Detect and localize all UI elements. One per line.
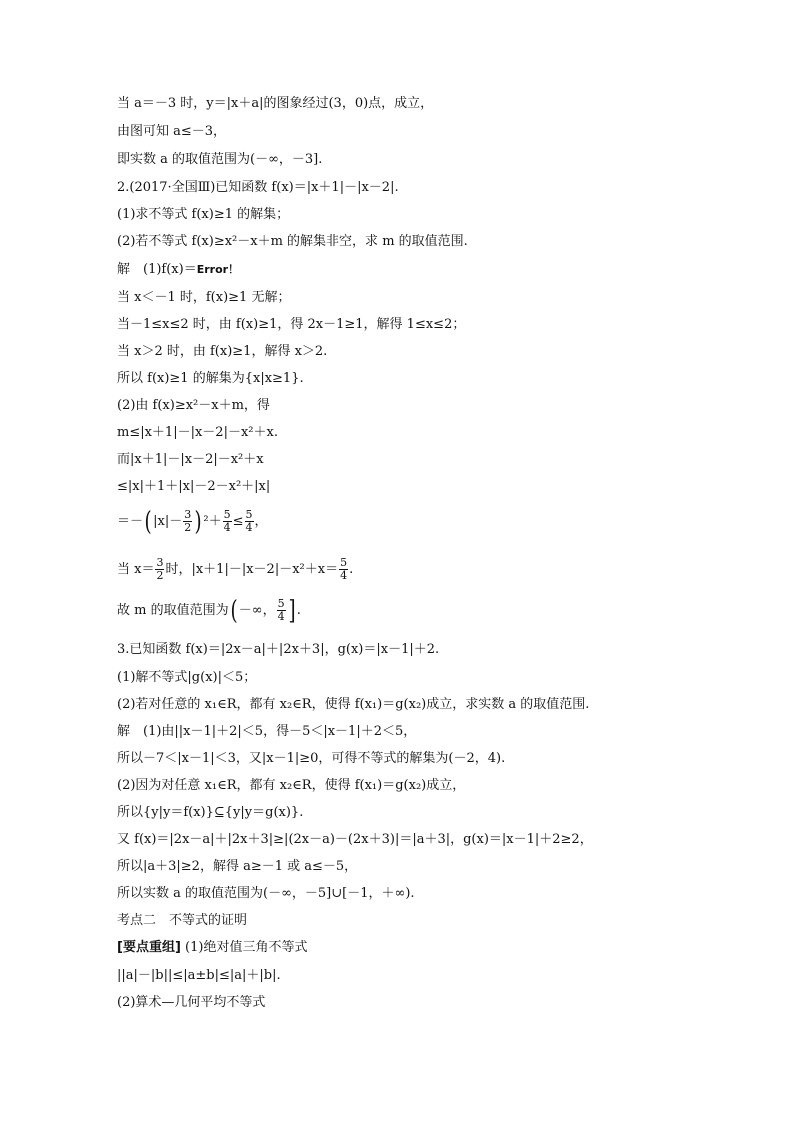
text-line: (2)由 f(x)≥x²－x＋m，得 bbox=[117, 398, 270, 413]
fraction-denominator: 2 bbox=[156, 569, 164, 582]
text-line: (2)若不等式 f(x)≥x²－x＋m 的解集非空，求 m 的取值范围. bbox=[117, 234, 468, 249]
formula-text: . bbox=[349, 562, 354, 577]
right-paren: ) bbox=[194, 506, 202, 537]
formula-line bbox=[117, 508, 268, 536]
formula-text: 时，|x＋1|－|x－2|－x²＋x＝ bbox=[165, 562, 339, 577]
text-line: m≤|x＋1|－|x－2|－x²＋x. bbox=[117, 425, 278, 440]
fraction bbox=[223, 509, 232, 534]
fraction bbox=[339, 557, 348, 582]
text-line: 即实数 a 的取值范围为(－∞，－3]. bbox=[117, 152, 323, 167]
fraction-numerator: 5 bbox=[277, 597, 285, 610]
text-line: 又 f(x)＝|2x－a|＋|2x＋3|≥|(2x－a)－(2x＋3)|＝|a＋3|，g(x)＝|x－1|＋2≥2， bbox=[117, 832, 593, 847]
formula-text: ≤ bbox=[232, 514, 244, 529]
formula-text: |x|－ bbox=[153, 514, 183, 529]
formula-text: ， bbox=[254, 514, 268, 529]
fraction bbox=[245, 509, 254, 534]
fraction-numerator: 3 bbox=[156, 556, 164, 569]
text-line: 所以|a＋3|≥2，解得 a≥－1 或 a≤－5， bbox=[117, 859, 358, 874]
solution-label: 解 (1)f(x)＝ bbox=[117, 262, 197, 277]
problem-2-statement: 2.(2017·全国Ⅲ)已知函数 f(x)＝|x＋1|－|x－2|. bbox=[117, 180, 399, 195]
text-line: 当 x＜－1 时，f(x)≥1 无解； bbox=[117, 290, 291, 305]
solution-line bbox=[117, 262, 239, 278]
fraction-denominator: 4 bbox=[277, 610, 285, 623]
fraction-numerator: 3 bbox=[184, 508, 192, 521]
formula-text: 故 m 的取值范围为 bbox=[117, 603, 229, 618]
fraction-denominator: 4 bbox=[223, 521, 231, 534]
fraction-numerator: 5 bbox=[245, 508, 253, 521]
formula-line bbox=[117, 596, 301, 626]
fraction-denominator: 4 bbox=[245, 521, 253, 534]
text-line: 所以 f(x)≥1 的解集为{x|x≥1}. bbox=[117, 371, 304, 386]
fraction-denominator: 2 bbox=[184, 521, 192, 534]
fraction bbox=[183, 509, 192, 534]
left-paren: ( bbox=[230, 595, 238, 626]
text-line: 由图可知 a≤－3， bbox=[117, 124, 227, 139]
formula-text: (1)绝对值三角不等式 bbox=[185, 940, 308, 955]
fraction bbox=[277, 598, 286, 623]
key-points-line bbox=[117, 940, 307, 956]
text-line: 当 a＝－3 时，y＝|x＋a|的图象经过(3，0)点，成立， bbox=[117, 96, 434, 111]
text-line: 而|x＋1|－|x－2|－x²＋x bbox=[117, 452, 264, 467]
left-paren: ( bbox=[144, 506, 152, 537]
text-line: (2)若对任意的 x₁∈R，都有 x₂∈R，使得 f(x₁)＝g(x₂)成立，求实数 a 的取值范围. bbox=[117, 697, 590, 712]
text-line: ≤|x|＋1＋|x|－2－x²＋|x| bbox=[117, 479, 271, 494]
formula-text: ²＋ bbox=[203, 514, 222, 529]
error-text: Error！ bbox=[196, 263, 240, 276]
formula-text: ＝－ bbox=[117, 514, 144, 529]
problem-3-statement: 3.已知函数 f(x)＝|2x－a|＋|2x＋3|，g(x)＝|x－1|＋2. bbox=[117, 642, 440, 657]
text-line: 所以{y|y＝f(x)}⊆{y|y＝g(x)}. bbox=[117, 805, 304, 820]
fraction-numerator: 5 bbox=[340, 556, 348, 569]
fraction bbox=[155, 557, 164, 582]
text-line: 所以实数 a 的取值范围为(－∞，－5]∪[－1，＋∞). bbox=[117, 886, 415, 901]
formula-line bbox=[117, 556, 353, 584]
right-bracket: ] bbox=[288, 595, 296, 626]
text-line: ||a|－|b||≤|a±b|≤|a|＋|b|. bbox=[117, 968, 281, 983]
section-heading: 考点二 不等式的证明 bbox=[117, 913, 248, 928]
text-line: 当－1≤x≤2 时，由 f(x)≥1，得 2x－1≥1，解得 1≤x≤2； bbox=[117, 317, 466, 332]
text-line: 所以－7＜|x－1|＜3，又|x－1|≥0，可得不等式的解集为(－2，4). bbox=[117, 751, 506, 766]
text-line: (2)算术—几何平均不等式 bbox=[117, 995, 266, 1010]
text-line: 当 x＞2 时，由 f(x)≥1，解得 x＞2. bbox=[117, 344, 328, 359]
text-line: (1)求不等式 f(x)≥1 的解集； bbox=[117, 207, 290, 222]
text-line: (1)解不等式|g(x)|＜5； bbox=[117, 670, 257, 685]
fraction-denominator: 4 bbox=[340, 569, 348, 582]
key-points-label: [要点重组] bbox=[117, 940, 181, 955]
formula-text: －∞， bbox=[238, 603, 276, 618]
fraction-numerator: 5 bbox=[223, 508, 231, 521]
text-line: (2)因为对任意 x₁∈R，都有 x₂∈R，使得 f(x₁)＝g(x₂)成立， bbox=[117, 778, 466, 793]
formula-text: . bbox=[296, 603, 301, 618]
formula-text: 当 x＝ bbox=[117, 562, 155, 577]
solution-line: 解 (1)由||x－1|＋2|＜5，得－5＜|x－1|＋2＜5， bbox=[117, 724, 417, 739]
